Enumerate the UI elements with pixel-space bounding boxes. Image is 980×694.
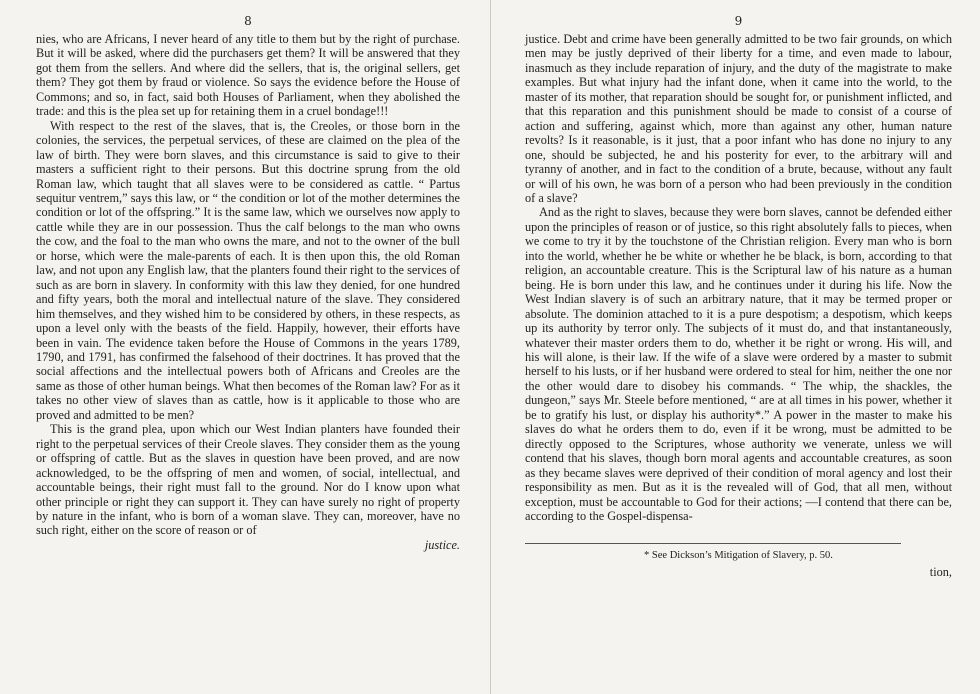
footnote-rule (525, 543, 901, 544)
page-number-left: 8 (244, 14, 252, 28)
right-paragraph-1: justice. Debt and crime have been generally admitted to be two fair grounds, on which men may be justly deprived of their liberty for a time, and even made to labour, inasmuch as they include reparation of injury, and the duty of the magistrate to make examples. But what injury had the infant done, when it came into the world, to the master of its mother, that reparation should be sought for, or punishment inflicted, and that this reparation and this punishment should be made to consist of a course of action and suffering, against which, more than against any other, human nature revolts? Is it reasonable, is it just, that a poor infant who has done no injury to any one, should be subjected, he and his posterity for ever, to the arbitrary will and tyranny of another, and in fact to the condition of a brute, because, without any fault or will of his own, he was born of a person who had been previously in the condition of a slave? (525, 32, 952, 205)
right-paragraph-2: And as the right to slaves, because they were born slaves, cannot be defended either upon the principles of reason or of justice, so this right absolutely falls to pieces, when we come to try it by the touchstone of the Christian religion. Every man who is born into the world, whether he be white or whether he be black, is born, according to that religion, an accountable creature. This is the Scriptural law of his nature as a human being. He is born under this law, and he continues under it during his life. Now the West Indian slavery is of such an arbitrary nature, that it may be termed proper or absolute. The dominion attached to it is a pure despotism; a despotism, which keeps up its authority by terror only. The subjects of it must do, and that instantaneously, whatever their master orders them to do, whether it be right or wrong. His will, and his will alone, is their law. If the wife of a slave were ordered by a master to submit herself to his lusts, or if her husband were ordered to steal for him, neither the one nor the other would dare to disobey his commands. “ The whip, the shackles, the dungeon,” says Mr. Steele before mentioned, “ are at all times in his power, whether it be to gratify his lust, or display his authority*.” A power in the master to make his slaves do what he orders them to do, even if it be wrong, must be admitted to be directly opposed to the Scriptures, whose authority we venerate, unless we will contend that his slaves, though born moral agents and accountable creatures, as soon as they became slaves were deprived of their condition of moral agency and lost their responsibility as men. But as it is the revealed will of God, that all men, without exception, must be accountable to God for their actions; —I contend that there can be, according to the Gospel-dispensa- (525, 205, 952, 523)
right-page (490, 0, 980, 694)
page-number-right: 9 (734, 14, 743, 28)
left-paragraph-2: With respect to the rest of the slaves, that is, the Creoles, or those born in the colonies, the services, the perpetual services, of these are claimed on the plea of the law of birth. They were born slaves, and this circumstance is said to give to their masters a sufficient right to their persons. But this doctrine sprung from the old Roman law, which taught that all slaves were to be considered as cattle. “ Partus sequitur ventrem,” says this law, or “ the condition or lot of the mother determines the condition or lot of the offspring.” It is the same law, which we ourselves now apply to cattle while they are in our possession. Thus the calf belongs to the man who owns the cow, and the foal to the man who owns the mare, and not to the owner of the bull or horse, which were the male-parents of each. It is then upon this, the old Roman law, and not upon any English law, that the planters found their right to the services of such as are born in slavery. In conformity with this law they denied, for one hundred and fifty years, both the moral and intellectual nature of the slave. They considered him themselves, and they wished him to be considered by others, in these respects, as upon a level only with the beasts of the field. Happily, however, their efforts have been in vain. The evidence taken before the House of Commons in the years 1789, 1790, and 1791, has confirmed the falsehood of their doctrines. It has proved that the social affections and the intellectual powers both of Africans and Creoles are the same as those of other human beings. What then becomes of the Roman law? For as it takes no other view of slaves than as cattle, how is it applicable to those who are proved and admitted to be men? (36, 118, 460, 422)
left-paragraph-3: This is the grand plea, upon which our West Indian planters have founded their right to the perpetual services of their Creole slaves. They consider them as the young or offspring of cattle. But as the slaves in question have been proved, and are now acknowledged, to be the offspring of men and women, of social, intellectual, and accountable beings, their right must fall to the ground. Nor do I know upon what other principle or right they can support it. They can have surely no right of property by nature in the infant, who is born of a woman slave. They can, moreover, have no such right, either on the score of reason or of (36, 422, 460, 538)
catchword-left: justice. (424, 537, 460, 552)
catchword-right: tion, (929, 565, 952, 580)
footnote: * See Dickson’s Mitigation of Slavery, p. 50. (644, 550, 833, 562)
left-paragraph-1: nies, who are Africans, I never heard of any title to them but by the right of purchase. But it will be asked, where did the purchasers get them? It will be answered that they got them from the sellers. And where did the sellers, that is, the original sellers, get them? They got them by fraud or violence. So says the evidence before the House of Commons; and so, in fact, said both Houses of Parliament, when they abolished the trade: and this is the plea set up for retaining them in a cruel bondage!!! (36, 32, 460, 119)
